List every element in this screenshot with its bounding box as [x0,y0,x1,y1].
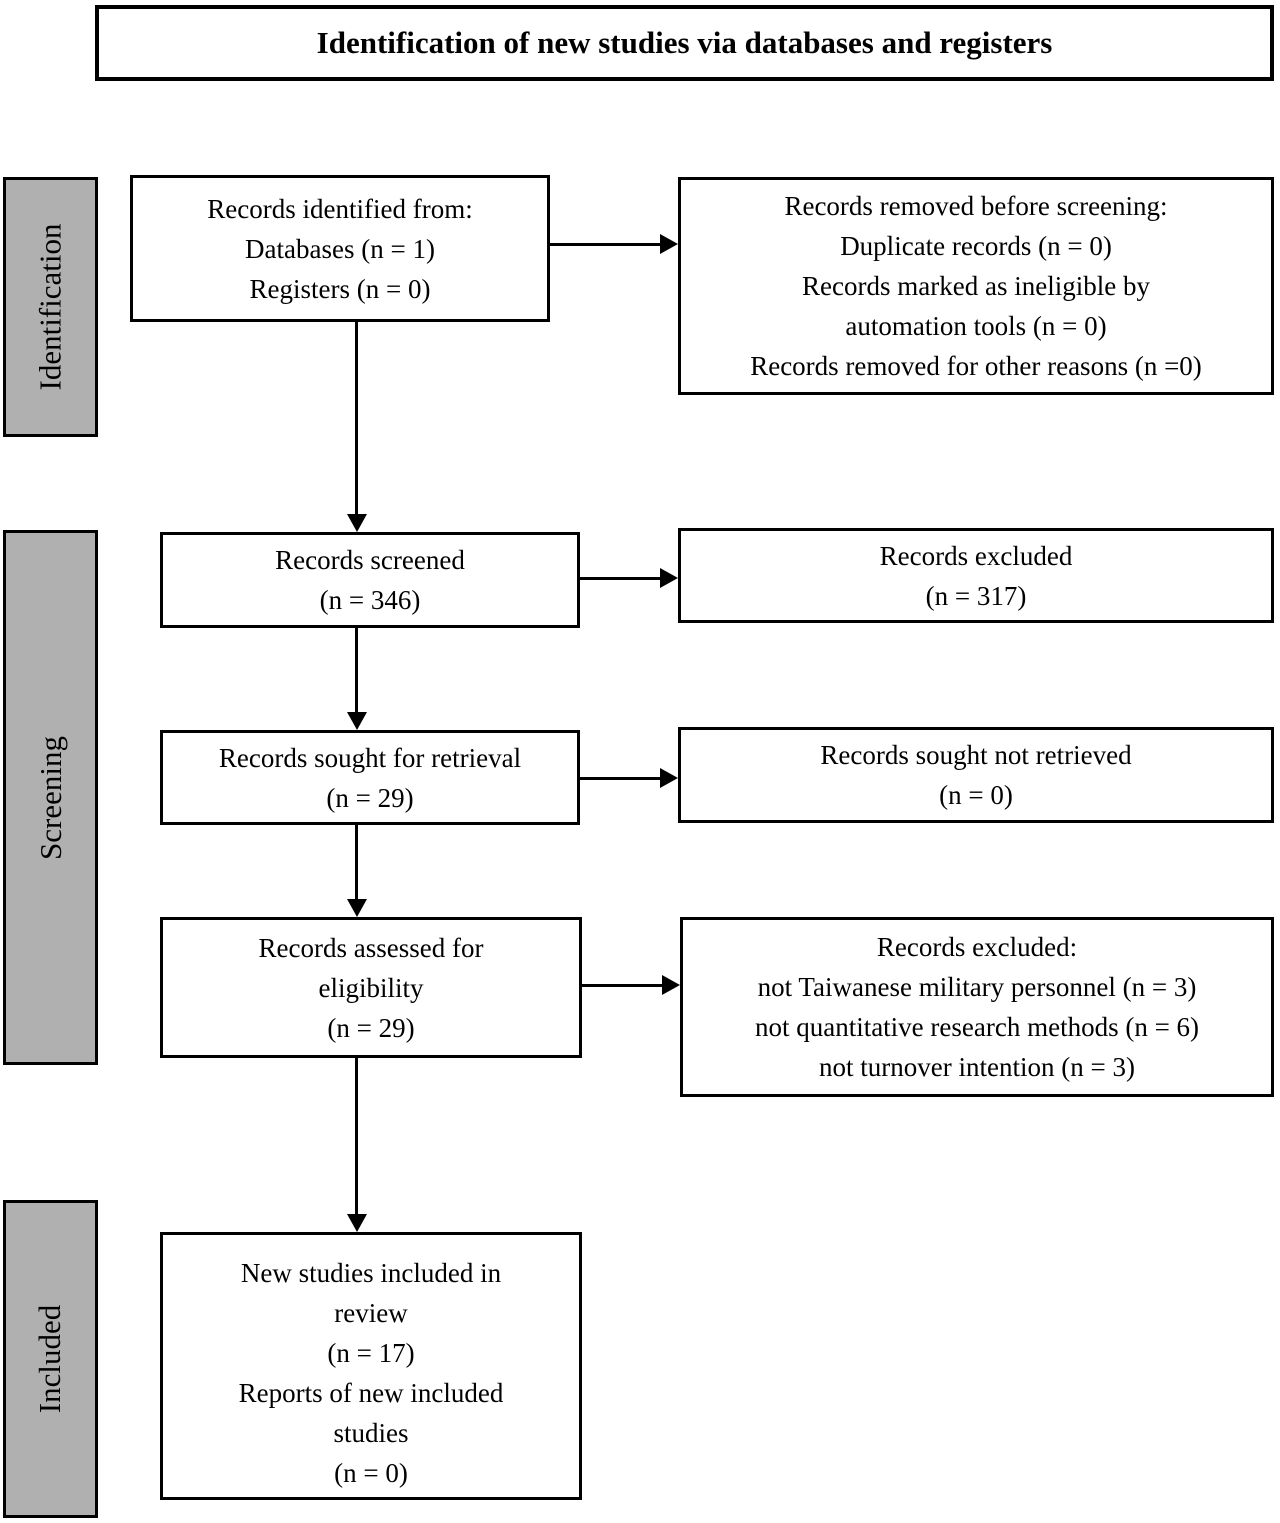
box-line: Records marked as ineligible by [802,271,1150,301]
box-line: Registers (n = 0) [249,273,431,304]
box-records-identified [130,175,550,322]
diagram-title-box [95,5,1274,81]
box-line: not turnover intention (n = 3) [819,1052,1135,1082]
stage-label-included: Included [32,1304,68,1414]
connector-sought-to-assessed [355,825,358,900]
box-line: Records removed before screening: [784,191,1168,221]
connector-assessed-to-included [355,1058,358,1215]
box-line: (n = 346) [319,585,421,615]
box-records-excluded-eligibility [680,917,1274,1097]
box-line: Records excluded: [876,932,1078,962]
connector-screened-to-excluded [580,577,660,580]
box-line: (n = 0) [334,1458,408,1488]
box-line: Records assessed for [258,932,484,963]
box-line: not Taiwanese military personnel (n = 3) [757,972,1197,1002]
arrowhead-down-icon [347,712,367,730]
arrowhead-right-icon [660,768,678,788]
box-line: Duplicate records (n = 0) [840,231,1112,261]
arrowhead-right-icon [662,975,680,995]
box-line: not quantitative research methods (n = 6) [754,1012,1200,1042]
connector-assessed-to-excluded [582,984,662,987]
box-line: New studies included in [240,1258,502,1288]
box-line: automation tools (n = 0) [845,311,1107,341]
box-line: Records sought for retrieval [218,742,522,773]
box-line: Records sought not retrieved [820,740,1132,770]
stage-label-identification: Identification [32,223,68,391]
stage-bar-identification [3,177,98,437]
arrowhead-down-icon [347,1214,367,1232]
box-records-sought-retrieval [160,730,580,825]
connector-screened-to-sought [355,628,358,713]
box-line: studies [333,1418,409,1448]
connector-identified-to-removed [550,243,660,246]
box-line: Records removed for other reasons (n =0) [750,351,1202,381]
arrowhead-right-icon [660,234,678,254]
box-records-excluded [678,528,1274,623]
stage-label-screening: Screening [32,735,68,860]
box-new-studies-included [160,1232,582,1500]
box-line: (n = 0) [939,780,1013,810]
box-line: (n = 29) [326,782,414,813]
box-line: (n = 317) [925,580,1027,611]
arrowhead-down-icon [347,899,367,917]
box-line: eligibility [318,972,424,1003]
arrowhead-right-icon [660,568,678,588]
box-line: (n = 17) [327,1338,415,1368]
connector-sought-to-not-retrieved [580,777,660,780]
box-line: Reports of new included [238,1378,504,1408]
box-records-assessed-eligibility [160,917,582,1058]
diagram-title: Identification of new studies via databases and registers [316,25,1053,60]
box-line: (n = 29) [327,1012,415,1043]
box-line: review [334,1298,408,1328]
stage-bar-screening [3,530,98,1065]
box-line: Databases (n = 1) [245,233,435,264]
stage-bar-included [3,1200,98,1518]
box-line: Records screened [275,545,465,575]
box-line: Records excluded [879,540,1073,571]
box-line: Records identified from: [207,193,473,224]
box-records-screened [160,532,580,628]
arrowhead-down-icon [347,514,367,532]
box-records-not-retrieved [678,727,1274,823]
box-records-removed-before-screening [678,177,1274,395]
connector-identified-to-screened [355,322,358,515]
